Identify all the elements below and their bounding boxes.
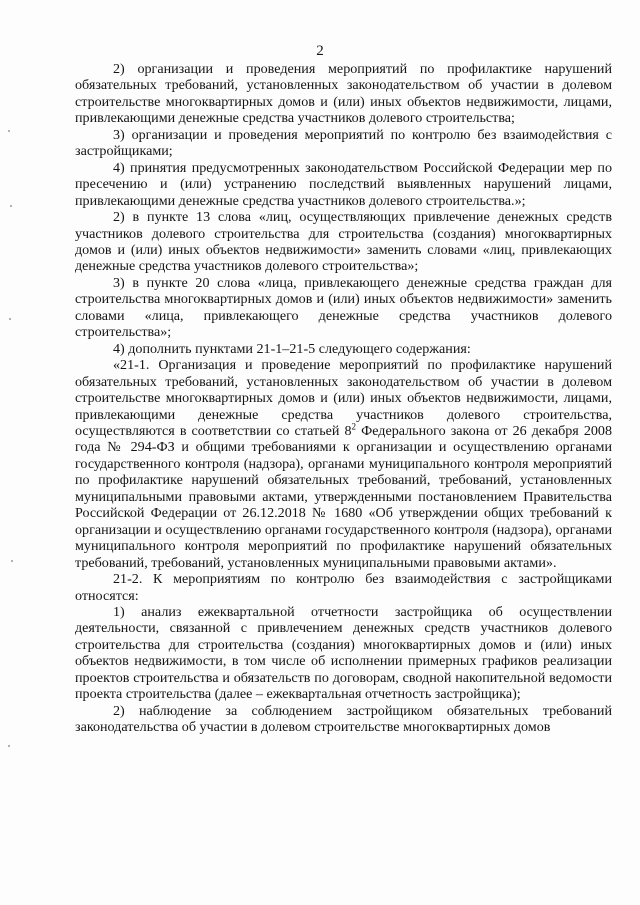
scan-speck bbox=[11, 560, 13, 562]
scan-speck bbox=[9, 318, 11, 320]
paragraph-21-1 bbox=[75, 357, 612, 571]
paragraph-21-1-text-b: Федерального закона от 26 декабря 2008 года № 294-ФЗ и общими требованиями к организации и осуществлению органами государственного контроля (надзора), органами муниципального контроля мероприятий по профилактике нарушений обязательных требований, требований, установленных муниципальными правовыми актами, утвержденными постановлением Правительства Российской Федерации от 26.12.2018 № 1680 «Об утверждении общих требований к организации и осуществлению органами государственного контроля (надзора), органами муниципального контроля мероприятий по профилактике нарушений обязательных требований, требований, установленных муниципальными правовыми актами». bbox=[75, 422, 613, 571]
paragraph-21-2-item-1: 1) анализ ежеквартальной отчетности застройщика об осуществлении деятельности, связанной с привлечением денежных средств участников долевого строительства для строительства (создания) многоквартирных домов и (или) иных объектов недвижимости, в том числе об исполнении примерных графиков реализации проектов строительства и обязательств по договорам, сводной накопительной ведомости проекта строительства (далее – ежеквартальная отчетность застройщика); bbox=[75, 603, 612, 703]
paragraph-point-20: 3) в пункте 20 слова «лица, привлекающего денежные средства граждан для строительства многоквартирных домов и (или) иных объектов недвижимости» заменить словами «лица, привлекающего денежные средства участников долевого строительства»; bbox=[75, 274, 612, 341]
article-superscript: 2 bbox=[351, 421, 357, 432]
scan-speck bbox=[8, 745, 10, 747]
scan-speck bbox=[8, 130, 10, 132]
paragraph-21-2-item-2: 2) наблюдение за соблюдением застройщиком обязательных требований законодательства об участии в долевом строительстве многоквартирных домов bbox=[75, 702, 612, 736]
paragraph-add-points: 4) дополнить пунктами 21-1–21-5 следующего содержания: bbox=[113, 340, 471, 357]
page-number: 2 bbox=[316, 43, 324, 59]
document-body bbox=[75, 61, 612, 736]
paragraph-21-1-text-a: «21-1. Организация и проведение мероприятий по профилактике нарушений обязательных требований, установленных законодательством об участии в долевом строительстве многоквартирных домов и (или) иных объектов недвижимости, лицами, привлекающими денежные средства участников долевого строительства, осуществляются в соответствии со статьей 8 bbox=[75, 357, 612, 439]
paragraph-item-2: 2) организации и проведения мероприятий по профилактике нарушений обязательных требований, установленных законодательством об участии в долевом строительстве многоквартирных домов и (или) иных объектов недвижимости, лицами, привлекающими денежные средства участников долевого строительства; bbox=[75, 61, 612, 127]
paragraph-item-4: 4) принятия предусмотренных законодательством Российской Федерации мер по пресечению и (или) устранению последствий выявленных нарушений лицами, привлекающими денежные средства участников долевого строительства.»; bbox=[75, 159, 612, 209]
paragraph-item-3: 3) организации и проведения мероприятий по контролю без взаимодействия с застройщиками; bbox=[75, 126, 612, 160]
scan-speck bbox=[10, 205, 12, 207]
paragraph-point-13: 2) в пункте 13 слова «лиц, осуществляющих привлечение денежных средств участников долевого строительства для строительства (создания) многоквартирных домов и (или) иных объектов недвижимости» заменить словами «лиц, привлекающих денежные средства участников долевого строительства»; bbox=[75, 209, 612, 275]
paragraph-21-2: 21-2. К мероприятиям по контролю без взаимодействия с застройщиками относятся: bbox=[75, 571, 612, 604]
